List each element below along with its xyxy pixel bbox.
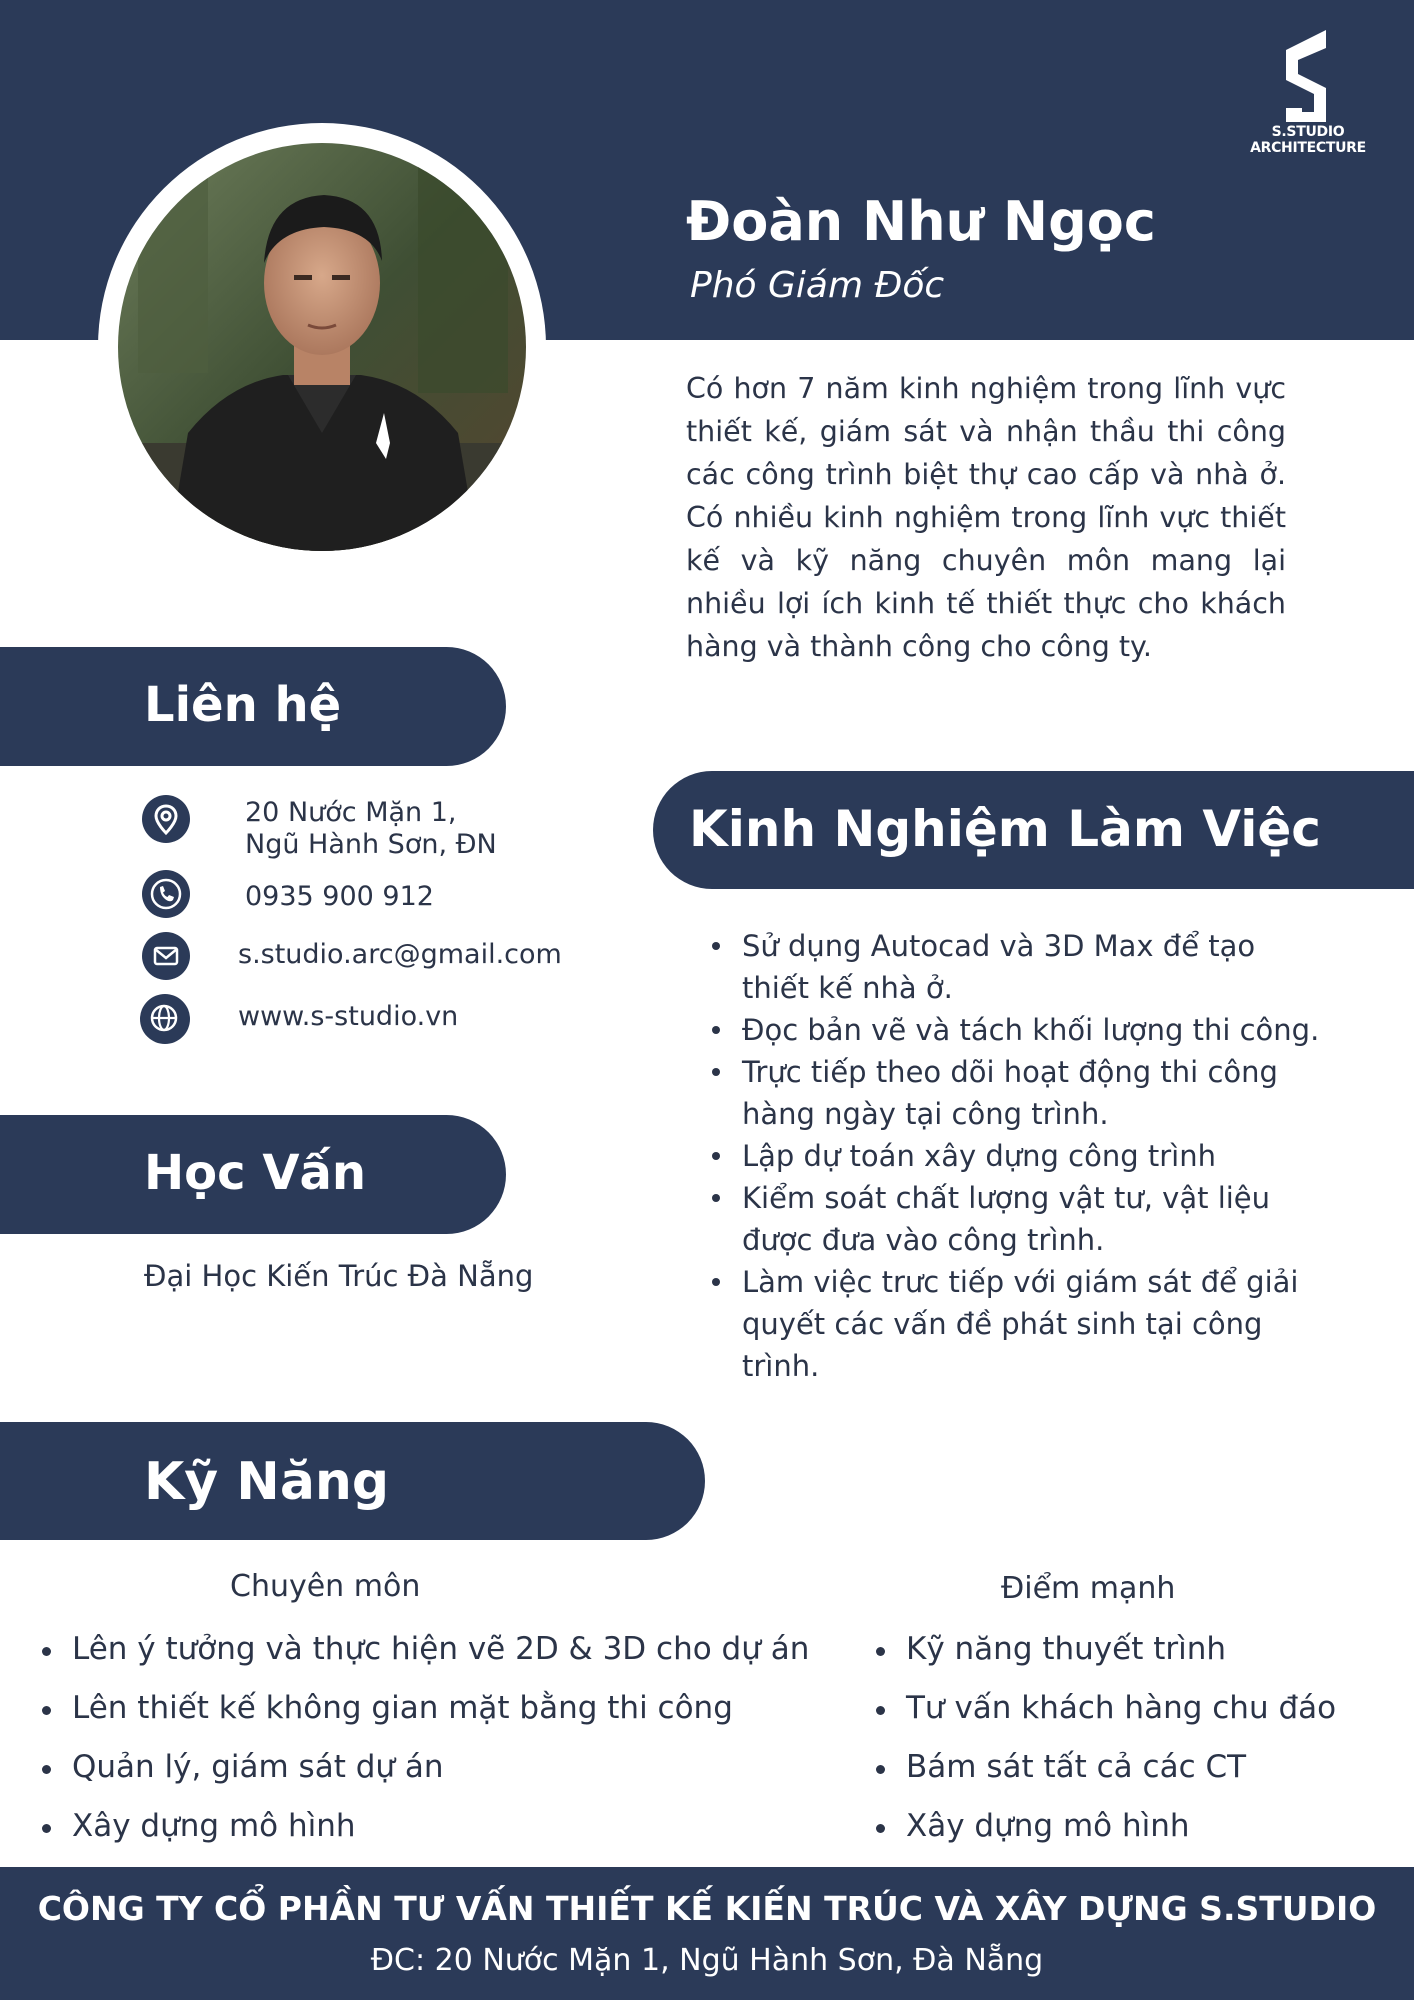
list-item: Làm việc trưc tiếp với giám sát để giải quyết các vấn đề phát sinh tại công trình. [704, 1261, 1324, 1387]
list-item: Đọc bản vẽ và tách khối lượng thi công. [704, 1009, 1324, 1051]
person-role: Phó Giám Đốc [690, 265, 945, 306]
contact-address-line1: 20 Nước Mặn 1, [245, 797, 457, 828]
list-item: Kỹ năng thuyết trình [868, 1620, 1336, 1679]
professional-skills-heading: Chuyên môn [230, 1569, 421, 1604]
list-item: Xây dựng mô hình [868, 1797, 1336, 1856]
education-school: Đại Học Kiến Trúc Đà Nẵng [144, 1259, 534, 1293]
contact-email[interactable]: s.studio.arc@gmail.com [238, 939, 562, 970]
phone-icon [142, 870, 190, 918]
list-item: Lên ý tưởng và thực hiện vẽ 2D & 3D cho dự án [34, 1620, 809, 1679]
contact-phone: 0935 900 912 [245, 881, 434, 912]
company-logo [1228, 30, 1388, 156]
list-item: Quản lý, giám sát dự án [34, 1738, 809, 1797]
skills-heading: Kỹ Năng [144, 1452, 390, 1512]
strengths-list [868, 1620, 1336, 1856]
footer [0, 1867, 1414, 2000]
contact-section-header [0, 647, 506, 766]
skills-section-header [0, 1422, 705, 1540]
contact-heading: Liên hệ [144, 677, 342, 733]
experience-list [704, 925, 1324, 1387]
list-item: Bám sát tất cả các CT [868, 1738, 1336, 1797]
globe-icon [140, 994, 190, 1044]
list-item: Sử dụng Autocad và 3D Max để tạo thiết kế nhà ở. [704, 925, 1324, 1009]
education-section-header [0, 1115, 506, 1234]
experience-section-header [653, 771, 1414, 889]
list-item: Trực tiếp theo dõi hoạt động thi công hàng ngày tại công trình. [704, 1051, 1324, 1135]
footer-address: ĐC: 20 Nước Mặn 1, Ngũ Hành Sơn, Đà Nẵng [370, 1943, 1044, 1978]
list-item: Lập dự toán xây dựng công trình [704, 1135, 1324, 1177]
list-item: Xây dựng mô hình [34, 1797, 809, 1856]
professional-skills-list [34, 1620, 809, 1856]
contact-address-line2: Ngũ Hành Sơn, ĐN [245, 829, 497, 860]
profile-summary: Có hơn 7 năm kinh nghiệm trong lĩnh vực thiết kế, giám sát và nhận thầu thi công các công trình biệt thự cao cấp và nhà ở. Có nhiều kinh nghiệm trong lĩnh vực thiết kế và kỹ năng chuyên môn mang lại nhiều lợi ích kinh tế thiết thực cho khách hàng và thành công cho công ty. [686, 372, 1286, 663]
mail-icon [142, 932, 190, 980]
s-studio-logo-icon [1286, 30, 1332, 122]
list-item: Lên thiết kế không gian mặt bằng thi công [34, 1679, 809, 1738]
logo-text: S.STUDIO ARCHITECTURE [1250, 124, 1366, 156]
person-name: Đoàn Như Ngọc [686, 190, 1156, 253]
strengths-heading: Điểm mạnh [1001, 1571, 1176, 1606]
list-item: Tư vấn khách hàng chu đáo [868, 1679, 1336, 1738]
experience-heading: Kinh Nghiệm Làm Việc [689, 800, 1321, 858]
list-item: Kiểm soát chất lượng vật tư, vật liệu được đưa vào công trình. [704, 1177, 1324, 1261]
avatar [118, 143, 526, 551]
map-pin-icon [142, 795, 190, 843]
footer-company-name: CÔNG TY CỔ PHẦN TƯ VẤN THIẾT KẾ KIẾN TRÚC VÀ XÂY DỰNG S.STUDIO [37, 1889, 1377, 1928]
contact-website[interactable]: www.s-studio.vn [238, 1001, 459, 1032]
education-heading: Học Vấn [144, 1145, 367, 1201]
